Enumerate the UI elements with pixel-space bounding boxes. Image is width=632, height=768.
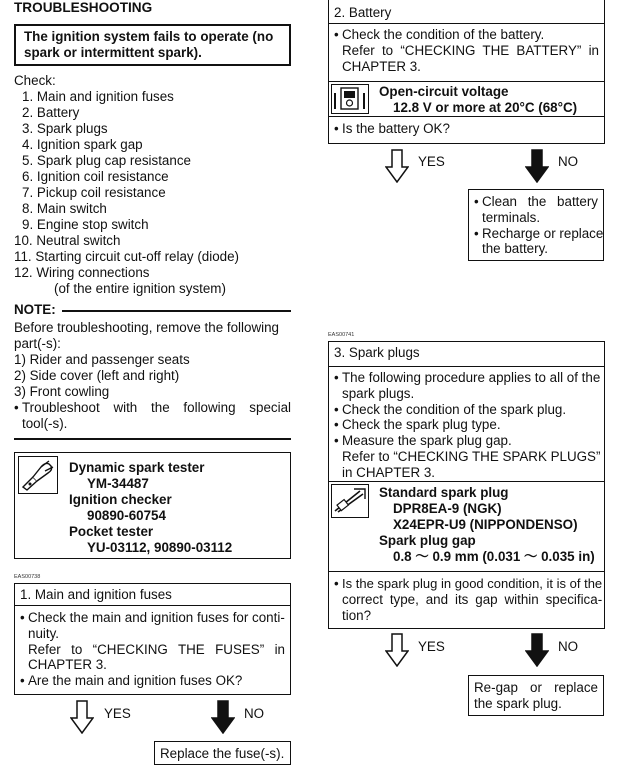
step2-spec-label: Open-circuit voltage bbox=[379, 84, 509, 99]
check-item: 3. Spark plugs bbox=[22, 121, 108, 136]
step1-box bbox=[14, 583, 291, 695]
step3-std-label: Standard spark plug bbox=[379, 485, 509, 500]
note-special-line-1 bbox=[14, 400, 291, 416]
step3-code: EAS00741 bbox=[328, 332, 355, 338]
check-heading: Check: bbox=[14, 73, 56, 88]
special-tools-box bbox=[14, 452, 291, 559]
step1-question-text: Are the main and ignition fuses OK? bbox=[28, 673, 243, 689]
step1-yes-label: YES bbox=[104, 706, 131, 721]
bullet: • bbox=[20, 673, 25, 689]
tool-1-name: Dynamic spark tester bbox=[69, 460, 205, 475]
step2-text: Check the condition of the battery. bbox=[342, 27, 545, 42]
step3-gap-value: 0.8 ～ 0.9 mm (0.031 ～ 0.035 in) bbox=[393, 549, 595, 564]
feeler-gauge-icon bbox=[331, 484, 369, 518]
check-item-sub: (of the entire ignition system) bbox=[54, 281, 226, 296]
bullet: • bbox=[474, 225, 479, 241]
step3-title: 3. Spark plugs bbox=[329, 342, 604, 367]
note-part: 3) Front cowling bbox=[14, 384, 110, 399]
check-item: 8. Main switch bbox=[22, 201, 107, 216]
step2-box bbox=[328, 0, 605, 144]
note-intro-line-1: Before troubleshooting, remove the following bbox=[14, 320, 279, 335]
note-intro-line-2: part(-s): bbox=[14, 336, 61, 351]
step1-no-label: NO bbox=[244, 706, 265, 721]
yes-arrow-icon bbox=[385, 633, 409, 667]
step2-no-action-text: the battery. bbox=[482, 241, 548, 257]
step3-bullet-2 bbox=[334, 402, 599, 418]
step1-no-action-text: Replace the fuse(-s). bbox=[160, 746, 285, 761]
step3-text: Refer to “CHECKING THE SPARK PLUGS” bbox=[342, 448, 601, 464]
section-title: TROUBLESHOOTING bbox=[14, 0, 153, 15]
step3-no-label: NO bbox=[558, 639, 579, 654]
step3-yes-label: YES bbox=[418, 639, 445, 654]
step2-no-action-2 bbox=[474, 225, 604, 258]
check-item: 5. Spark plug cap resistance bbox=[22, 153, 191, 168]
step3-box bbox=[328, 341, 605, 629]
step3-text: The following procedure applies to all of the bbox=[342, 370, 601, 385]
step3-std-value-2: X24EPR-U9 (NIPPONDENSO) bbox=[393, 517, 578, 532]
step1-text: CHAPTER 3. bbox=[28, 657, 107, 673]
step3-question-text: correct type, and its gap within specifica- bbox=[342, 591, 603, 607]
step2-no-action-text: Recharge or replace bbox=[482, 225, 604, 241]
check-item: 4. Ignition spark gap bbox=[22, 137, 143, 152]
bullet: • bbox=[334, 433, 339, 449]
bullet: • bbox=[334, 370, 339, 385]
tool-2-name: Ignition checker bbox=[69, 492, 172, 507]
step1-bullet-1 bbox=[20, 610, 285, 673]
step1-code: EAS00738 bbox=[14, 574, 41, 580]
step3-no-action bbox=[468, 675, 604, 716]
step3-text: Check the condition of the spark plug. bbox=[342, 401, 567, 417]
step2-bullet-1 bbox=[334, 27, 599, 74]
tool-3-number: YU-03112, 90890-03112 bbox=[87, 540, 233, 555]
symptom-line-1: The ignition system fails to operate (no bbox=[24, 29, 274, 44]
step1-text: Check the main and ignition fuses for conti- bbox=[28, 610, 285, 625]
no-arrow-icon bbox=[525, 149, 549, 183]
yes-arrow-icon bbox=[70, 700, 94, 734]
step3-bullet-3 bbox=[334, 417, 599, 433]
step1-no-action bbox=[154, 741, 291, 765]
step2-spec-value: 12.8 V or more at 20°C (68°C) bbox=[393, 100, 578, 115]
check-item: 1. Main and ignition fuses bbox=[22, 89, 174, 104]
spark-tester-icon bbox=[18, 456, 58, 494]
step2-no-action-text: Clean the battery bbox=[482, 194, 598, 209]
step2-title: 2. Battery bbox=[329, 0, 604, 24]
step1-text: nuity. bbox=[28, 625, 60, 641]
step1-question bbox=[20, 673, 285, 689]
check-item: 10. Neutral switch bbox=[14, 233, 121, 248]
step3-question bbox=[329, 572, 604, 623]
step1-title: 1. Main and ignition fuses bbox=[15, 584, 290, 606]
note-rule-bottom bbox=[14, 438, 291, 440]
note-part: 2) Side cover (left and right) bbox=[14, 368, 180, 383]
step2-text: CHAPTER 3. bbox=[342, 58, 421, 74]
step2-question-text: Is the battery OK? bbox=[342, 121, 450, 136]
bullet: • bbox=[334, 417, 339, 433]
step3-text: in CHAPTER 3. bbox=[342, 464, 436, 480]
check-item: 7. Pickup coil resistance bbox=[22, 185, 166, 200]
step2-question bbox=[329, 117, 604, 141]
tool-2-number: 90890-60754 bbox=[87, 508, 166, 523]
symptom-box bbox=[14, 24, 291, 66]
bullet: • bbox=[334, 121, 339, 136]
bullet: • bbox=[14, 400, 19, 415]
step3-bullet-1 bbox=[334, 370, 599, 402]
note-special-line-2: tool(-s). bbox=[22, 416, 68, 431]
tool-3-name: Pocket tester bbox=[69, 524, 154, 539]
step3-gap-label: Spark plug gap bbox=[379, 533, 476, 548]
check-item: 11. Starting circuit cut-off relay (diode) bbox=[14, 249, 240, 264]
check-item: 6. Ignition coil resistance bbox=[22, 169, 169, 184]
check-item: 9. Engine stop switch bbox=[22, 217, 149, 232]
step3-no-action-text: Re-gap or replace bbox=[474, 680, 598, 695]
bullet: • bbox=[334, 576, 339, 591]
step3-text: Check the spark plug type. bbox=[342, 417, 501, 433]
bullet: • bbox=[20, 610, 25, 625]
check-item: 12. Wiring connections bbox=[14, 265, 150, 280]
yes-arrow-icon bbox=[385, 149, 409, 183]
symptom-line-2: spark or intermittent spark). bbox=[24, 44, 202, 60]
no-arrow-icon bbox=[211, 700, 235, 734]
step3-question-text: tion? bbox=[342, 607, 372, 623]
step2-no-action-text: terminals. bbox=[482, 209, 541, 225]
step2-text: Refer to “CHECKING THE BATTERY” in bbox=[342, 42, 599, 58]
bullet: • bbox=[474, 194, 479, 209]
note-special-text: Troubleshoot with the following special bbox=[22, 400, 291, 415]
bullet: • bbox=[334, 401, 339, 417]
step3-std-value-1: DPR8EA-9 (NGK) bbox=[393, 501, 502, 516]
tool-1-number: YM-34487 bbox=[87, 476, 149, 491]
check-item: 2. Battery bbox=[22, 105, 80, 120]
note-rule-top bbox=[62, 310, 291, 312]
step3-text: spark plugs. bbox=[342, 385, 415, 401]
step1-text: Refer to “CHECKING THE FUSES” in bbox=[28, 641, 285, 657]
note-part: 1) Rider and passenger seats bbox=[14, 352, 190, 367]
step2-no-action bbox=[468, 189, 604, 261]
step2-yes-label: YES bbox=[418, 154, 445, 169]
note-label: NOTE: bbox=[14, 302, 56, 317]
step3-question-text: Is the spark plug in good condition, it is of the bbox=[342, 576, 603, 591]
bullet: • bbox=[334, 27, 339, 42]
step3-bullet-4 bbox=[334, 433, 599, 480]
step2-no-label: NO bbox=[558, 154, 579, 169]
multimeter-icon bbox=[331, 84, 369, 114]
step3-text: Measure the spark plug gap. bbox=[342, 433, 512, 449]
step3-no-action-text: the spark plug. bbox=[474, 695, 562, 711]
step2-no-action-1 bbox=[474, 194, 598, 226]
no-arrow-icon bbox=[525, 633, 549, 667]
